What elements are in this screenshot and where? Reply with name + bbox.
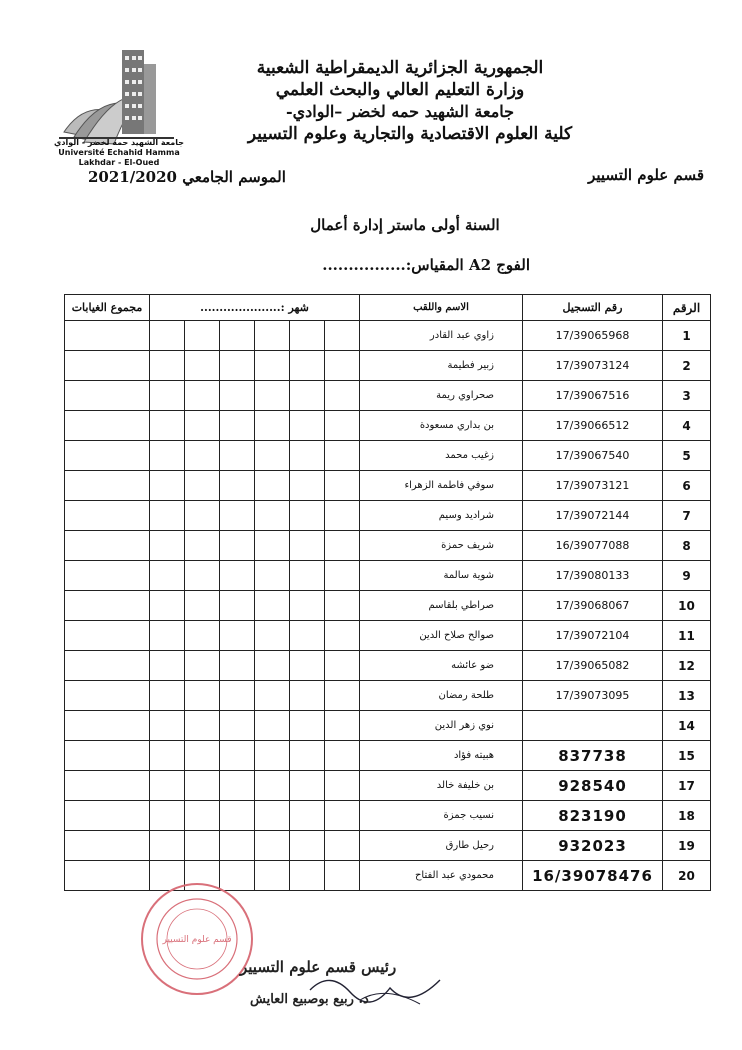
attendance-cell[interactable] [220,591,255,621]
absence-total-cell[interactable] [65,681,150,711]
attendance-cell[interactable] [325,591,360,621]
absence-total-cell[interactable] [65,501,150,531]
row-number: 15 [663,741,711,771]
attendance-cell[interactable] [290,741,325,771]
department-stamp [138,880,256,998]
absence-total-cell[interactable] [65,321,150,351]
header-republic: الجمهورية الجزائرية الديمقراطية الشعبية [256,58,544,78]
registration-number: 17/39068067 [523,591,663,621]
absence-total-cell[interactable] [65,771,150,801]
absence-total-cell[interactable] [65,801,150,831]
table-row [65,351,711,381]
table-row [65,381,711,411]
attendance-cell[interactable] [290,321,325,351]
attendance-cell[interactable] [290,381,325,411]
registration-number: 17/39072104 [523,621,663,651]
table-row [65,561,711,591]
registration-number: 16/39077088 [523,531,663,561]
attendance-cell[interactable] [185,681,220,711]
col-header-total: مجموع الغيابات [65,295,150,321]
attendance-cell[interactable] [150,561,185,591]
logo-caption-ar: جامعة الشهيد حمه لخضر - الوادي [54,138,184,147]
registration-number: 17/39073095 [523,681,663,711]
attendance-cell[interactable] [290,351,325,381]
attendance-cell[interactable] [255,741,290,771]
registration-number: 17/39066512 [523,411,663,441]
attendance-cell[interactable] [325,711,360,741]
student-name: نوي زهر الدين [360,711,523,741]
row-number: 7 [663,501,711,531]
registration-number: 17/39080133 [523,561,663,591]
absence-total-cell[interactable] [65,531,150,561]
table-body [65,321,711,891]
col-header-name: الاسم واللقب [360,295,523,321]
attendance-cell[interactable] [150,501,185,531]
attendance-cell[interactable] [325,471,360,501]
row-number: 6 [663,471,711,501]
attendance-cell[interactable] [290,651,325,681]
attendance-cell[interactable] [150,741,185,771]
col-header-reg: رقم التسجيل [523,295,663,321]
attendance-cell[interactable] [255,501,290,531]
attendance-cell[interactable] [325,531,360,561]
student-name: زاوي عبد القادر [360,321,523,351]
attendance-cell[interactable] [255,351,290,381]
absence-total-cell[interactable] [65,411,150,441]
attendance-cell[interactable] [220,381,255,411]
attendance-cell[interactable] [255,411,290,441]
attendance-cell[interactable] [220,501,255,531]
attendance-cell[interactable] [185,801,220,831]
absence-total-cell[interactable] [65,441,150,471]
attendance-cell[interactable] [220,351,255,381]
table-row [65,321,711,351]
attendance-cell[interactable] [290,591,325,621]
attendance-cell[interactable] [185,531,220,561]
attendance-cell[interactable] [220,831,255,861]
attendance-cell[interactable] [220,741,255,771]
attendance-cell[interactable] [185,711,220,741]
header-ministry: وزارة التعليم العالي والبحث العلمي [275,80,525,100]
student-name: بن بداري مسعودة [360,411,523,441]
attendance-cell[interactable] [255,681,290,711]
attendance-cell[interactable] [325,441,360,471]
col-header-num: الرقم [663,295,711,321]
absence-total-cell[interactable] [65,621,150,651]
student-name: شريف حمزة [360,531,523,561]
attendance-cell[interactable] [150,381,185,411]
attendance-cell[interactable] [220,321,255,351]
header-university: جامعة الشهيد حمه لخضر –الوادي- [285,102,515,121]
attendance-cell[interactable] [150,681,185,711]
row-number: 13 [663,681,711,711]
attendance-cell[interactable] [150,471,185,501]
student-name: بن خليفة خالد [360,771,523,801]
attendance-cell[interactable] [255,801,290,831]
attendance-cell[interactable] [185,831,220,861]
attendance-cell[interactable] [325,861,360,891]
attendance-cell[interactable] [290,621,325,651]
attendance-cell[interactable] [185,501,220,531]
student-name: ضو عائشه [360,651,523,681]
attendance-cell[interactable] [255,621,290,651]
attendance-cell[interactable] [150,351,185,381]
attendance-cell[interactable] [185,351,220,381]
table-row [65,411,711,441]
attendance-cell[interactable] [255,441,290,471]
attendance-cell[interactable] [150,831,185,861]
table-row [65,651,711,681]
attendance-cell[interactable] [185,591,220,621]
student-name: سوفي فاطمة الزهراء [360,471,523,501]
table-row [65,621,711,651]
table-row [65,441,711,471]
attendance-cell[interactable] [220,531,255,561]
attendance-cell[interactable] [255,321,290,351]
col-header-month: شهر :..................... [150,295,360,321]
attendance-cell[interactable] [220,471,255,501]
student-name: زغيب محمد [360,441,523,471]
registration-number: 928540 [523,771,663,801]
row-number: 10 [663,591,711,621]
attendance-cell[interactable] [220,441,255,471]
student-name: هبيته فؤاد [360,741,523,771]
signature-title: رئيس قسم علوم التسيير [240,958,397,976]
registration-number: 932023 [523,831,663,861]
row-number: 18 [663,801,711,831]
attendance-cell[interactable] [255,831,290,861]
attendance-cell[interactable] [220,561,255,591]
attendance-cell[interactable] [220,621,255,651]
attendance-cell[interactable] [185,381,220,411]
table-header-row [65,295,711,321]
group-module: الفوج A2 المقياس:................ [322,256,530,274]
signature-name: د. ربيع بوصبيع العايش [250,992,369,1007]
absence-total-cell[interactable] [65,861,150,891]
row-number: 9 [663,561,711,591]
attendance-cell[interactable] [325,381,360,411]
table-row [65,831,711,861]
attendance-cell[interactable] [325,501,360,531]
table-row [65,681,711,711]
row-number: 2 [663,351,711,381]
registration-number: 17/39065968 [523,321,663,351]
study-level: السنة أولى ماستر إدارة أعمال [310,216,500,234]
attendance-cell[interactable] [290,681,325,711]
attendance-cell[interactable] [325,801,360,831]
row-number: 17 [663,771,711,801]
absence-total-cell[interactable] [65,831,150,861]
attendance-cell[interactable] [325,741,360,771]
student-name: زبير فطيمة [360,351,523,381]
attendance-cell[interactable] [220,651,255,681]
attendance-cell[interactable] [290,831,325,861]
student-name: شراديد وسيم [360,501,523,531]
attendance-cell[interactable] [185,321,220,351]
registration-number: 837738 [523,741,663,771]
attendance-cell[interactable] [325,411,360,441]
registration-number: 16/39078476 [523,861,663,891]
table-row [65,801,711,831]
row-number: 5 [663,441,711,471]
absence-total-cell[interactable] [65,651,150,681]
attendance-cell[interactable] [255,381,290,411]
absence-total-cell[interactable] [65,741,150,771]
attendance-cell[interactable] [255,771,290,801]
table-row [65,471,711,501]
logo-caption-fr: Université Echahid Hamma Lakhdar - El-Oued [58,148,180,167]
attendance-cell[interactable] [150,711,185,741]
attendance-cell[interactable] [255,711,290,741]
attendance-cell[interactable] [290,561,325,591]
student-name: صوالح صلاح الدين [360,621,523,651]
logo-caption [44,138,194,168]
student-name: رحيل طارق [360,831,523,861]
row-number: 20 [663,861,711,891]
row-number: 8 [663,531,711,561]
attendance-cell[interactable] [220,801,255,831]
row-number: 19 [663,831,711,861]
attendance-cell[interactable] [220,771,255,801]
attendance-cell[interactable] [185,561,220,591]
header-faculty: كلية العلوم الاقتصادية والتجارية وعلوم التسيير [247,124,573,144]
attendance-cell[interactable] [290,501,325,531]
row-number: 4 [663,411,711,441]
attendance-cell[interactable] [290,441,325,471]
table-row [65,741,711,771]
attendance-cell[interactable] [325,651,360,681]
attendance-cell[interactable] [255,561,290,591]
attendance-cell[interactable] [290,471,325,501]
stamp-text: قسم علوم التسيير [162,935,232,945]
attendance-cell[interactable] [290,411,325,441]
attendance-cell[interactable] [255,531,290,561]
attendance-cell[interactable] [255,651,290,681]
row-number: 14 [663,711,711,741]
attendance-cell[interactable] [290,771,325,801]
department-label: قسم علوم التسيير [588,166,704,184]
attendance-cell[interactable] [150,651,185,681]
attendance-cell[interactable] [185,621,220,651]
attendance-cell[interactable] [150,411,185,441]
attendance-cell[interactable] [150,441,185,471]
absence-total-cell[interactable] [65,711,150,741]
student-name: صحراوي ريمة [360,381,523,411]
table-row [65,501,711,531]
table-row [65,591,711,621]
registration-number: 17/39067516 [523,381,663,411]
attendance-cell[interactable] [185,441,220,471]
attendance-cell[interactable] [325,771,360,801]
attendance-cell[interactable] [185,741,220,771]
academic-season: الموسم الجامعي 2021/2020 [88,168,286,186]
attendance-cell[interactable] [255,591,290,621]
student-name: محمودي عبد الفتاح [360,861,523,891]
attendance-cell[interactable] [220,411,255,441]
attendance-cell[interactable] [150,771,185,801]
absence-total-cell[interactable] [65,591,150,621]
attendance-cell[interactable] [150,621,185,651]
row-number: 11 [663,621,711,651]
attendance-cell[interactable] [290,861,325,891]
attendance-cell[interactable] [185,651,220,681]
student-name: صراطي بلقاسم [360,591,523,621]
attendance-cell[interactable] [150,801,185,831]
attendance-table [64,294,711,891]
attendance-cell[interactable] [150,591,185,621]
registration-number [523,711,663,741]
row-number: 3 [663,381,711,411]
attendance-cell[interactable] [325,681,360,711]
registration-number: 17/39073124 [523,351,663,381]
attendance-cell[interactable] [185,771,220,801]
student-name: نسيب جمزة [360,801,523,831]
attendance-cell[interactable] [290,531,325,561]
student-name: طلحة رمضان [360,681,523,711]
attendance-cell[interactable] [290,711,325,741]
absence-total-cell[interactable] [65,471,150,501]
registration-number: 823190 [523,801,663,831]
row-number: 1 [663,321,711,351]
attendance-cell[interactable] [290,801,325,831]
table-row [65,771,711,801]
registration-number: 17/39067540 [523,441,663,471]
absence-total-cell[interactable] [65,561,150,591]
attendance-cell[interactable] [325,351,360,381]
attendance-cell[interactable] [185,411,220,441]
student-name: شوية سالمة [360,561,523,591]
registration-number: 17/39072144 [523,501,663,531]
registration-number: 17/39073121 [523,471,663,501]
row-number: 12 [663,651,711,681]
attendance-cell[interactable] [220,711,255,741]
attendance-cell[interactable] [255,861,290,891]
attendance-cell[interactable] [325,831,360,861]
registration-number: 17/39065082 [523,651,663,681]
attendance-cell[interactable] [325,561,360,591]
attendance-cell[interactable] [325,321,360,351]
absence-total-cell[interactable] [65,351,150,381]
attendance-cell[interactable] [220,681,255,711]
table-row [65,711,711,741]
attendance-cell[interactable] [150,531,185,561]
attendance-cell[interactable] [325,621,360,651]
absence-total-cell[interactable] [65,381,150,411]
attendance-cell[interactable] [185,471,220,501]
attendance-cell[interactable] [255,471,290,501]
table-row [65,531,711,561]
attendance-cell[interactable] [150,321,185,351]
